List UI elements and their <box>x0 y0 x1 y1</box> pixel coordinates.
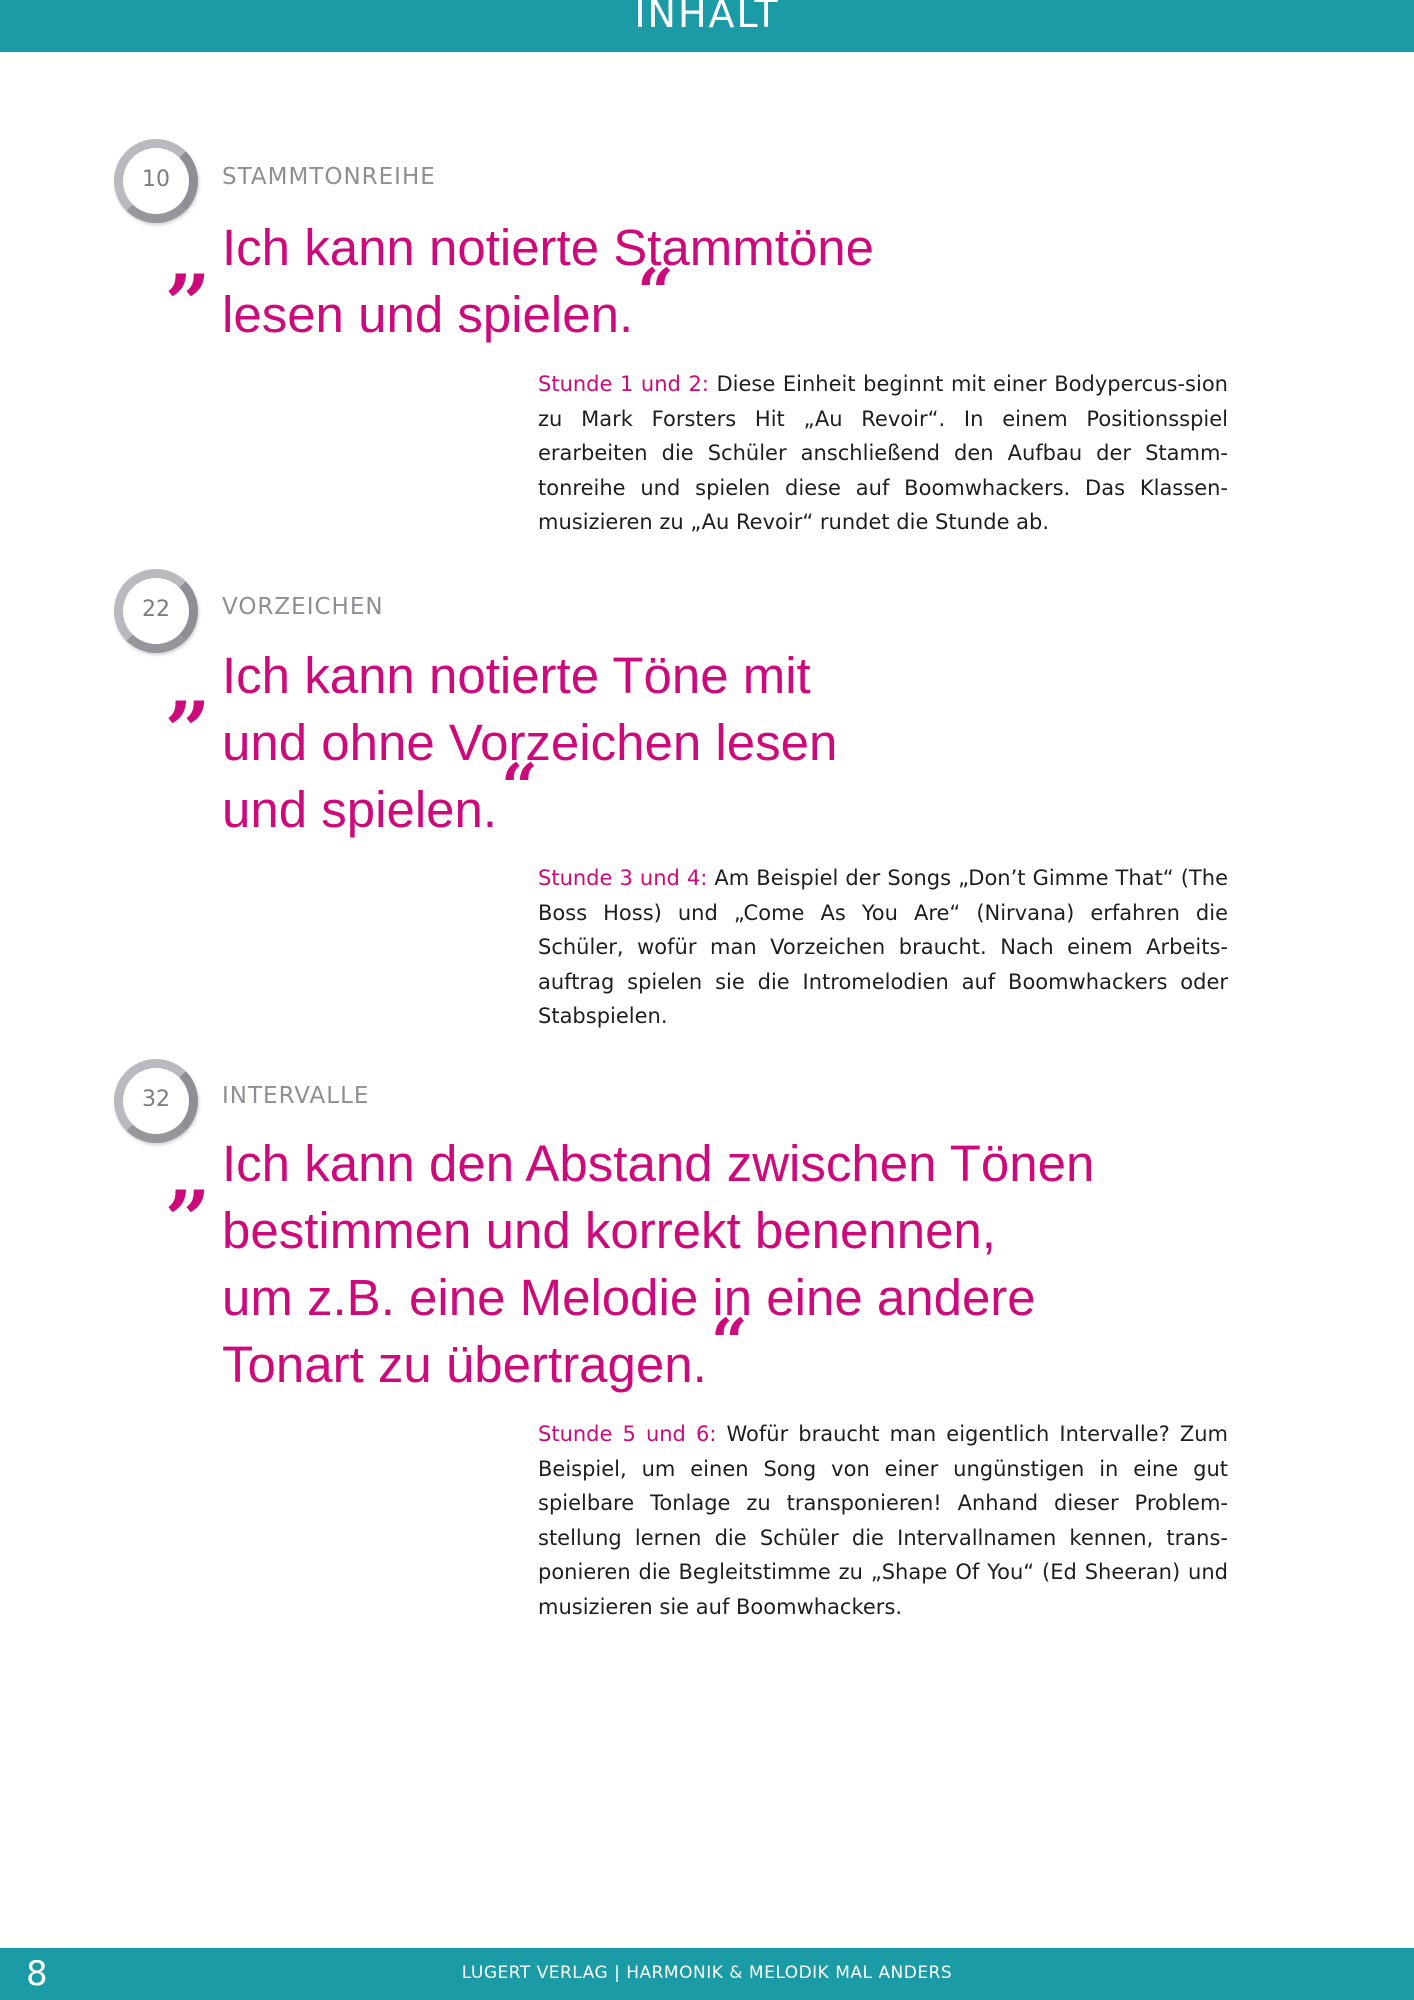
section-description <box>538 1417 1228 1624</box>
headline-line: Ich kann notierte Stammtöne <box>222 219 875 276</box>
section-headline <box>222 1130 1222 1398</box>
description-text: Wofür braucht man eigentlich Intervalle? Zum Beispiel, um einen Song von einer ungünstigen in eine gut spielbare Tonlage zu transponieren! Anhand dieser Problem-stellung lernen die Schüler die Intervallnamen kennen, trans-ponieren die Begleitstimme zu „Shape Of You“ (Ed Sheeran) und musizieren sie auf Boomwhackers. <box>538 1422 1228 1619</box>
section-topic: STAMMTONREIHE <box>222 164 436 190</box>
headline-line: bestimmen und korrekt benennen, <box>222 1202 996 1259</box>
headline-line <box>222 255 1222 348</box>
section-description <box>538 367 1228 540</box>
section-headline <box>222 214 1222 348</box>
headline-line-text: und spielen. <box>222 781 498 838</box>
opening-quote-mark: „ <box>166 1127 213 1221</box>
footer-bar <box>0 1948 1414 2000</box>
lesson-label: Stunde 3 und 4: <box>538 866 708 890</box>
section-page-number: 10 <box>142 167 170 192</box>
headline-line <box>222 750 1222 843</box>
description-text: Am Beispiel der Songs „Don’t Gimme That“ (The Boss Hoss) und „Come As You Are“ (Nirvana) erfahren die Schüler, wofür man Vorzeichen braucht. Nach einem Arbeits-auftrag spielen sie die Intromelodien auf Boomwhackers oder Stabspielen. <box>538 866 1228 1028</box>
headline-line: Ich kann den Abstand zwischen Tönen <box>222 1135 1095 1192</box>
lesson-label: Stunde 1 und 2: <box>538 372 709 396</box>
opening-quote-mark: „ <box>166 211 213 305</box>
opening-quote-mark: „ <box>166 638 213 732</box>
lesson-label: Stunde 5 und 6: <box>538 1422 717 1446</box>
section-topic: VORZEICHEN <box>222 594 384 620</box>
section-description <box>538 861 1228 1034</box>
closing-quote-mark: “ <box>637 255 674 330</box>
description-text: Diese Einheit beginnt mit einer Bodypercus-sion zu Mark Forsters Hit „Au Revoir“. In einem Positionsspiel erarbeiten die Schüler anschließend den Aufbau der Stamm-tonreihe und spielen diese auf Boomwhackers. Das Klassen-musizieren zu „Au Revoir“ rundet die Stunde ab. <box>538 372 1228 534</box>
section-page-number: 32 <box>142 1087 170 1112</box>
section-headline <box>222 642 1222 843</box>
headline-line: und ohne Vorzeichen lesen <box>222 714 838 771</box>
headline-line: Ich kann notierte Töne mit <box>222 647 811 704</box>
section-page-number: 22 <box>142 597 170 622</box>
headline-line-text: lesen und spielen. <box>222 286 634 343</box>
closing-quote-mark: “ <box>501 750 538 825</box>
page-number: 8 <box>26 1954 48 1994</box>
closing-quote-mark: “ <box>710 1305 748 1380</box>
section-topic: INTERVALLE <box>222 1083 370 1109</box>
footer-publisher-text: LUGERT VERLAG | HARMONIK & MELODIK MAL ANDERS <box>461 1963 953 1983</box>
headline-line-text: Tonart zu übertragen. <box>222 1336 707 1393</box>
page-title: INHALT <box>634 0 780 36</box>
header-bar <box>0 0 1414 52</box>
headline-line: um z.B. eine Melodie in eine andere <box>222 1269 1036 1326</box>
headline-line <box>222 1305 1222 1398</box>
